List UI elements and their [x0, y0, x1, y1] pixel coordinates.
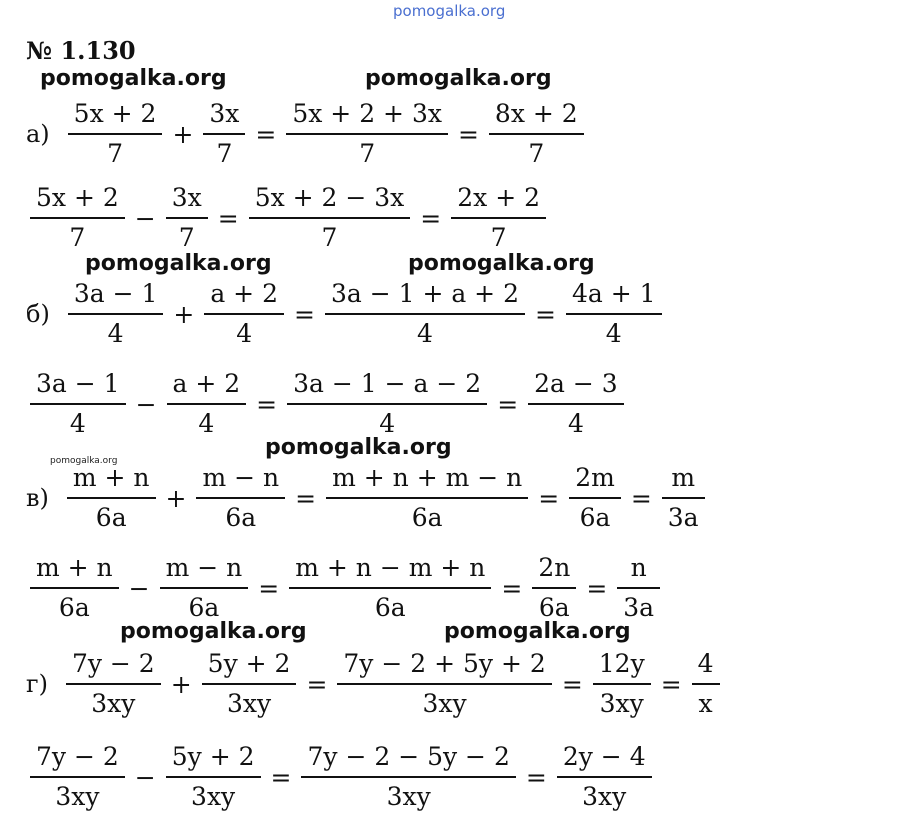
denominator: 6a [58, 592, 90, 622]
equation-v-sum [26, 454, 709, 542]
numerator: 3a − 1 [36, 369, 120, 399]
fraction [202, 648, 297, 720]
numerator: 3a − 1 [73, 279, 158, 309]
equals-sign: = [295, 483, 317, 513]
numerator: m + n [72, 463, 150, 493]
fraction [30, 368, 126, 440]
fraction [287, 368, 487, 440]
denominator: 3xy [386, 781, 431, 811]
numerator: 7y − 2 [71, 649, 155, 679]
operator: − [134, 762, 156, 792]
fraction [160, 552, 249, 624]
fraction [68, 278, 164, 350]
denominator: 6a [374, 592, 406, 622]
fraction [66, 648, 161, 720]
numerator: 7y − 2 − 5y − 2 [307, 742, 510, 772]
fraction [30, 182, 125, 254]
numerator: 2m [575, 463, 615, 493]
numerator: 3x [171, 183, 202, 213]
numerator: m + n − m + n [295, 553, 486, 583]
numerator: 2n [538, 553, 571, 583]
watermark: pomogalka.org [408, 251, 595, 276]
denominator: 4 [567, 408, 584, 438]
equals-sign: = [586, 573, 608, 603]
numerator: 2x + 2 [457, 183, 541, 213]
equals-sign: = [217, 203, 239, 233]
equals-sign: = [538, 483, 560, 513]
fraction [166, 741, 261, 813]
denominator: 3xy [582, 781, 627, 811]
fraction [249, 182, 411, 254]
equals-sign: = [525, 762, 547, 792]
denominator: 4 [605, 318, 622, 348]
fraction [289, 552, 491, 624]
denominator: x [698, 688, 713, 718]
fraction [167, 368, 247, 440]
numerator: 4 [697, 649, 714, 679]
operator: + [170, 669, 192, 699]
denominator: 6a [188, 592, 220, 622]
denominator: 7 [69, 222, 86, 252]
numerator: 3a − 1 + a + 2 [330, 279, 519, 309]
equation-b-diff [26, 360, 628, 448]
fraction [325, 278, 525, 350]
item-label: г) [26, 670, 48, 698]
denominator: 3xy [226, 688, 272, 718]
equals-sign: = [457, 119, 479, 149]
operator: − [135, 389, 157, 419]
numerator: m − n [202, 463, 280, 493]
equals-sign: = [535, 299, 556, 329]
denominator: 4 [236, 318, 253, 348]
denominator: 7 [490, 222, 507, 252]
numerator: 5x + 2 [36, 183, 119, 213]
fraction [617, 552, 660, 624]
denominator: 3xy [55, 781, 100, 811]
denominator: 4 [107, 318, 124, 348]
denominator: 7 [321, 222, 338, 252]
fraction [286, 98, 448, 170]
numerator: a + 2 [172, 369, 241, 399]
numerator: 2a − 3 [534, 369, 618, 399]
equals-sign: = [501, 573, 523, 603]
numerator: 5x + 2 + 3x [292, 99, 442, 129]
numerator: 12y [598, 649, 645, 679]
watermark: pomogalka.org [365, 66, 552, 91]
fraction [528, 368, 624, 440]
fraction [566, 278, 662, 350]
numerator: 5y + 2 [207, 649, 291, 679]
denominator: 4 [417, 318, 433, 348]
fraction [489, 98, 584, 170]
equals-sign: = [258, 573, 280, 603]
equals-sign: = [255, 119, 277, 149]
equals-sign: = [293, 299, 315, 329]
equals-sign: = [630, 483, 652, 513]
denominator: 7 [107, 138, 123, 168]
fraction [451, 182, 546, 254]
numerator: 5x + 2 [73, 99, 157, 129]
item-label: а) [26, 120, 50, 148]
equals-sign: = [561, 669, 583, 699]
fraction [203, 98, 245, 170]
equation-a-diff [26, 174, 550, 262]
fraction [30, 552, 119, 624]
numerator: 4a + 1 [571, 279, 656, 309]
fraction [569, 462, 621, 534]
equation-b-sum [26, 270, 666, 358]
denominator: 3xy [422, 688, 467, 718]
fraction [662, 462, 705, 534]
denominator: 7 [216, 138, 233, 168]
fraction [301, 741, 515, 813]
numerator: 3a − 1 − a − 2 [293, 369, 482, 399]
denominator: 7 [178, 222, 195, 252]
equation-a-sum [26, 90, 588, 178]
operator: + [172, 119, 194, 149]
watermark: pomogalka.org [265, 435, 452, 460]
fraction [166, 182, 208, 254]
denominator: 6a [538, 592, 570, 622]
problem-number: № 1.130 [26, 36, 136, 65]
operator: − [134, 203, 156, 233]
numerator: 7y − 2 + 5y + 2 [343, 649, 546, 679]
denominator: 4 [198, 408, 215, 438]
denominator: 6a [579, 502, 611, 532]
equals-sign: = [306, 669, 328, 699]
fraction [30, 741, 125, 813]
denominator: 4 [379, 408, 396, 438]
numerator: 7y − 2 [36, 742, 119, 772]
denominator: 3xy [191, 781, 236, 811]
fraction [593, 648, 651, 720]
numerator: a + 2 [210, 279, 278, 309]
watermark: pomogalka.org [444, 619, 631, 644]
numerator: 3x [209, 99, 240, 129]
equals-sign: = [256, 389, 278, 419]
item-label: б) [26, 300, 50, 328]
denominator: 3xy [91, 688, 136, 718]
numerator: n [630, 553, 647, 583]
denominator: 3a [623, 592, 655, 622]
operator: − [128, 573, 150, 603]
denominator: 6a [95, 502, 127, 532]
equals-sign: = [660, 669, 682, 699]
denominator: 3xy [599, 688, 644, 718]
equation-v-diff [26, 544, 664, 632]
operator: + [173, 299, 195, 329]
equation-g-diff [26, 733, 656, 821]
numerator: m − n [165, 553, 243, 583]
equals-sign: = [270, 762, 292, 792]
fraction [326, 462, 528, 534]
numerator: 2y − 4 [562, 742, 646, 772]
watermark-small: pomogalka.org [50, 456, 118, 466]
item-label: в) [26, 484, 49, 512]
fraction [532, 552, 576, 624]
watermark: pomogalka.org [40, 66, 227, 91]
numerator: 5x + 2 − 3x [254, 183, 405, 213]
numerator: 5y + 2 [171, 742, 255, 772]
watermark-top: pomogalka.org [393, 2, 506, 20]
denominator: 6a [411, 502, 443, 532]
denominator: 7 [528, 138, 545, 168]
equals-sign: = [497, 389, 519, 419]
numerator: m + n + m − n [332, 463, 523, 493]
fraction [196, 462, 285, 534]
watermark: pomogalka.org [85, 251, 272, 276]
fraction [67, 462, 156, 534]
equation-g-sum [26, 640, 724, 728]
watermark: pomogalka.org [120, 619, 307, 644]
fraction [337, 648, 551, 720]
fraction [68, 98, 163, 170]
operator: + [165, 483, 187, 513]
numerator: 8x + 2 [494, 99, 578, 129]
denominator: 4 [69, 408, 86, 438]
denominator: 7 [359, 138, 376, 168]
fraction [204, 278, 284, 350]
denominator: 6a [225, 502, 257, 532]
fraction [692, 648, 720, 720]
equals-sign: = [420, 203, 442, 233]
denominator: 3a [667, 502, 699, 532]
numerator: m + n [36, 553, 113, 583]
numerator: m [671, 463, 696, 493]
fraction [557, 741, 652, 813]
